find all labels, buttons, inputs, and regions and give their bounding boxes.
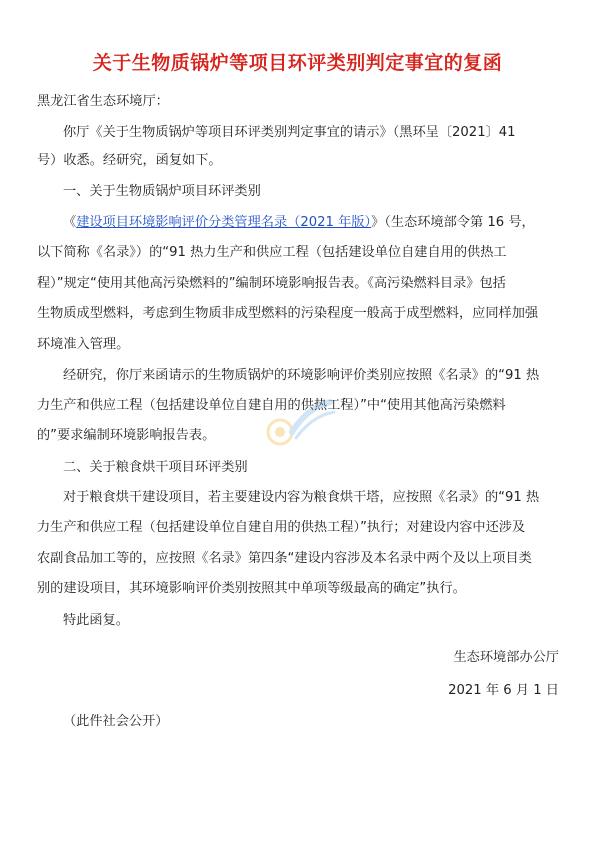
paragraph-4-line-1: 对于粮食烘干建设项目，若主要建设内容为粮食烘干塔，应按照《名录》的“91 热 bbox=[63, 490, 540, 505]
paragraph-1-line-1: 你厅《关于生物质锅炉等项目环评类别判定事宜的请示》（黑环呈〔2021〕41 bbox=[63, 125, 516, 140]
document-title: 关于生物质锅炉等项目环评类别判定事宜的复函 bbox=[92, 52, 503, 74]
paragraph-2-line-5: 环境准入管理。 bbox=[37, 337, 130, 352]
section-heading-2: 二、关于粮食烘干项目环评类别 bbox=[63, 460, 248, 475]
paragraph-2-line-1 bbox=[63, 214, 535, 232]
catalog-link[interactable]: 建设项目环境影响评价分类管理名录（2021 年版） bbox=[76, 215, 372, 230]
paragraph-2-line-4: 生物质成型燃料，考虑到生物质非成型燃料的污染程度一般高于成型燃料，应同样加强 bbox=[37, 306, 539, 321]
paragraph-2-line-3: 程）”规定“使用其他高污染燃料的”编制环境影响报告表。《高污染燃料目录》包括 bbox=[37, 276, 506, 291]
closing-line: 特此函复。 bbox=[63, 613, 129, 628]
public-note: （此件社会公开） bbox=[63, 714, 169, 729]
bracket-open: 《 bbox=[63, 215, 77, 230]
paragraph-3-line-3: 的”要求编制环境影响报告表。 bbox=[37, 428, 216, 443]
paragraph-1-line-2: 号）收悉。经研究，函复如下。 bbox=[37, 153, 222, 168]
paragraph-2-line-1-rest: 》（生态环境部令第 16 号， bbox=[371, 215, 535, 230]
paragraph-3-line-1: 经研究，你厅来函请示的生物质锅炉的环境影响评价类别应按照《名录》的“91 热 bbox=[63, 368, 540, 383]
paragraph-4-line-4: 别的建设项目，其环境影响评价类别按照其中单项等级最高的确定”执行。 bbox=[37, 581, 466, 596]
signer: 生态环境部办公厅 bbox=[453, 650, 559, 665]
section-heading-1: 一、关于生物质锅炉项目环评类别 bbox=[63, 184, 261, 199]
paragraph-4-line-2: 力生产和供应工程（包括建设单位自建自用的供热工程）”执行；对建设内容中还涉及 bbox=[37, 520, 526, 535]
paragraph-3-line-2: 力生产和供应工程（包括建设单位自建自用的供热工程）”中“使用其他高污染燃料 bbox=[37, 398, 506, 413]
watermark-logo-icon bbox=[262, 388, 342, 458]
issue-date: 2021 年 6 月 1 日 bbox=[448, 683, 559, 698]
addressee: 黑龙江省生态环境厅： bbox=[37, 94, 169, 109]
paragraph-4-line-3: 农副食品加工等的，应按照《名录》第四条“建设内容涉及本名录中两个及以上项目类 bbox=[37, 551, 532, 566]
paragraph-2-line-2: 以下简称《名录》）的“91 热力生产和供应工程（包括建设单位自建自用的供热工 bbox=[37, 245, 507, 260]
